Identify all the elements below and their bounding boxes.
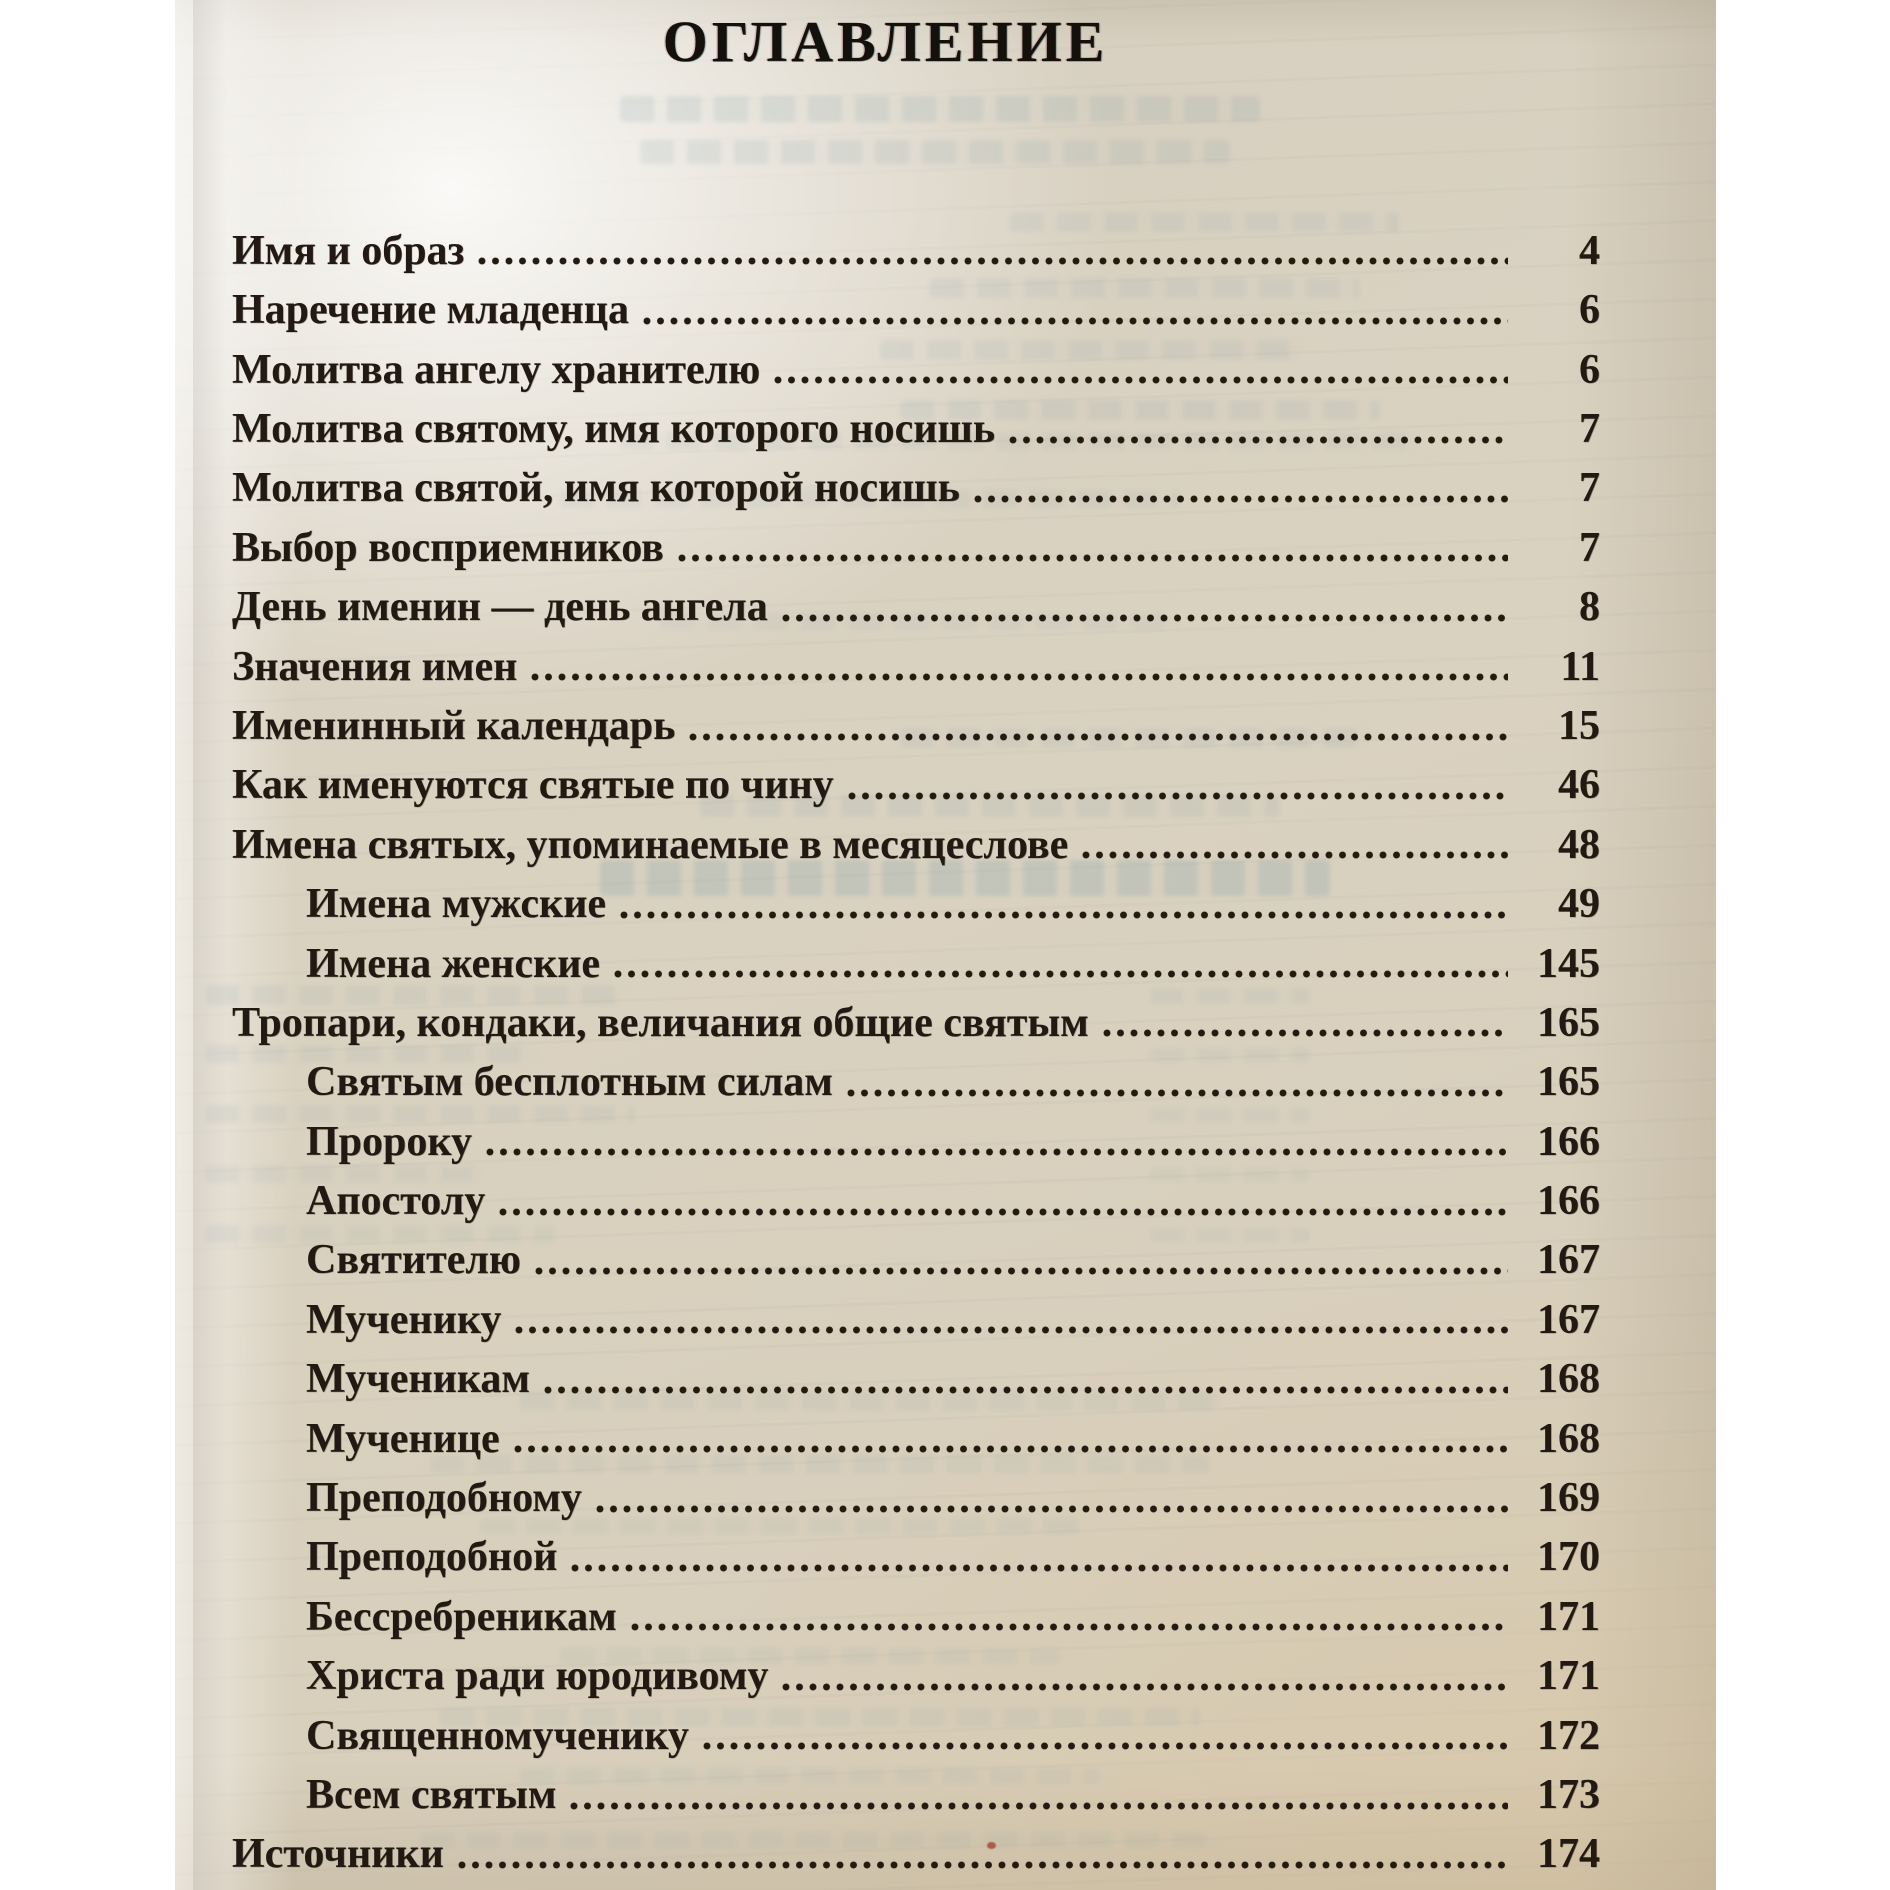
- toc-entry-label: Источники: [232, 1831, 444, 1878]
- toc-entry-page-number: 7: [1579, 524, 1600, 571]
- toc-entry-page-number: 7: [1579, 465, 1600, 512]
- dot-leader: [689, 732, 1508, 742]
- toc-entry-label: Бессребреникам: [306, 1593, 617, 1640]
- dot-leader: [774, 375, 1508, 385]
- dot-leader: [631, 1622, 1508, 1632]
- dot-leader: [514, 1444, 1508, 1454]
- toc-entry-label: Имена мужские: [306, 881, 607, 928]
- toc-entry: [232, 1345, 1600, 1404]
- toc-entry-page-number: 171: [1537, 1653, 1600, 1700]
- dot-leader: [570, 1801, 1508, 1811]
- toc-entry-page-number: 167: [1537, 1237, 1600, 1284]
- dot-leader: [678, 553, 1508, 563]
- toc-entry: [232, 1702, 1600, 1761]
- toc-entry: [232, 870, 1600, 929]
- toc-entry-page-number: 165: [1537, 1059, 1600, 1106]
- dot-leader: [1103, 1028, 1508, 1038]
- toc-entry-page-number: 11: [1560, 643, 1600, 690]
- toc-entry-label: Выбор восприемников: [232, 524, 664, 571]
- toc-entry: [232, 692, 1600, 751]
- toc-entry-label: Имя и образ: [232, 227, 465, 274]
- toc-entry: [232, 1108, 1600, 1167]
- dot-leader: [535, 1266, 1508, 1276]
- dot-leader: [703, 1741, 1508, 1751]
- toc-entry-page-number: 49: [1558, 881, 1600, 928]
- toc-entry: [232, 752, 1600, 811]
- dot-leader: [620, 910, 1508, 920]
- toc-entry-label: Тропари, кондаки, величания общие святым: [232, 999, 1089, 1046]
- toc-entry-page-number: 169: [1537, 1475, 1600, 1522]
- toc-entry-label: Имена святых, упоминаемые в месяцеслове: [232, 821, 1069, 868]
- dot-leader: [531, 672, 1508, 682]
- toc-entry: [232, 633, 1600, 692]
- toc-entry-page-number: 174: [1537, 1831, 1600, 1878]
- dot-leader: [478, 256, 1508, 266]
- dot-leader: [499, 1207, 1508, 1217]
- toc-entry-label: Молитва святому, имя которого носишь: [232, 406, 996, 453]
- dot-leader: [974, 494, 1508, 504]
- toc-entry-label: Мученику: [306, 1296, 502, 1343]
- dot-leader: [596, 1504, 1508, 1514]
- toc-entry-page-number: 167: [1537, 1296, 1600, 1343]
- toc-entry: [232, 276, 1600, 335]
- toc-entry: [232, 336, 1600, 395]
- toc-entry-page-number: 172: [1537, 1712, 1600, 1759]
- toc-entry-label: Пророку: [306, 1118, 472, 1165]
- toc-entry-label: Наречение младенца: [232, 287, 629, 334]
- toc-entry-label: Молитва святой, имя которой носишь: [232, 465, 960, 512]
- toc-entry: [232, 930, 1600, 989]
- toc-entry: [232, 217, 1600, 276]
- dot-leader: [848, 791, 1508, 801]
- toc-entry-label: Святым бесплотным силам: [306, 1059, 833, 1106]
- dot-leader: [782, 613, 1508, 623]
- toc-entry: [232, 1048, 1600, 1107]
- toc-entry-label: Христа ради юродивому: [306, 1653, 769, 1700]
- toc-entry-page-number: 170: [1537, 1534, 1600, 1581]
- toc-entry-label: Святителю: [306, 1237, 521, 1284]
- toc-entry-page-number: 166: [1537, 1118, 1600, 1165]
- bleed-through-mark: [620, 96, 1260, 122]
- toc-entry: [232, 1405, 1600, 1464]
- toc-entry-label: Священномученику: [306, 1712, 689, 1759]
- toc-entry: [232, 811, 1600, 870]
- table-of-contents-page: [175, 0, 1716, 1890]
- toc-entry: [232, 1642, 1600, 1701]
- toc-entry: [232, 455, 1600, 514]
- toc-entry: [232, 1761, 1600, 1820]
- toc-entry-label: Молитва ангелу хранителю: [232, 346, 761, 393]
- dot-leader: [458, 1860, 1508, 1870]
- page-title: ОГЛАВЛЕНИЕ: [662, 9, 1109, 74]
- toc-entry-page-number: 7: [1579, 406, 1600, 453]
- toc-entry-page-number: 145: [1537, 940, 1600, 987]
- toc-entry: [232, 1286, 1600, 1345]
- toc-entry-label: День именин — день ангела: [232, 584, 768, 631]
- toc-entry-label: Всем святым: [306, 1772, 557, 1818]
- toc-entry: [232, 1583, 1600, 1642]
- toc-entry-page-number: 173: [1537, 1772, 1600, 1818]
- toc-entry-page-number: 15: [1558, 702, 1600, 749]
- toc-entry-page-number: 4: [1579, 227, 1600, 274]
- toc-entry-page-number: 168: [1537, 1415, 1600, 1462]
- bleed-through-mark: [640, 140, 1230, 164]
- toc-entry-page-number: 6: [1579, 346, 1600, 393]
- toc-entry-label: Имена женские: [306, 940, 601, 987]
- toc-entry-page-number: 165: [1537, 999, 1600, 1046]
- toc-entry: [232, 1227, 1600, 1286]
- toc-entry: [232, 514, 1600, 573]
- toc-entry-label: Значения имен: [232, 643, 518, 690]
- dot-leader: [544, 1385, 1508, 1395]
- toc-entry-label: Мученице: [306, 1415, 500, 1462]
- dot-leader: [643, 316, 1508, 326]
- dot-leader: [1082, 850, 1508, 860]
- dot-leader: [1009, 435, 1508, 445]
- toc-entry: [232, 395, 1600, 454]
- dot-leader: [847, 1088, 1508, 1098]
- toc-entry-label: Мученикам: [306, 1356, 530, 1403]
- dot-leader: [571, 1563, 1508, 1573]
- dot-leader: [782, 1682, 1508, 1692]
- toc-list: [232, 217, 1600, 1880]
- toc-entry-page-number: 48: [1558, 821, 1600, 868]
- toc-entry-label: Именинный календарь: [232, 702, 676, 749]
- toc-entry-page-number: 166: [1537, 1178, 1600, 1225]
- toc-entry: [232, 1524, 1600, 1583]
- paper-speck: [987, 1842, 996, 1849]
- dot-leader: [515, 1325, 1508, 1335]
- toc-entry: [232, 573, 1600, 632]
- toc-entry-page-number: 6: [1579, 287, 1600, 334]
- dot-leader: [486, 1147, 1508, 1157]
- toc-entry-label: Как именуются святые по чину: [232, 762, 834, 809]
- toc-entry: [232, 1821, 1600, 1880]
- dot-leader: [614, 969, 1508, 979]
- toc-entry-page-number: 46: [1558, 762, 1600, 809]
- toc-entry: [232, 1464, 1600, 1523]
- toc-entry-label: Преподобному: [306, 1475, 582, 1522]
- toc-entry: [232, 989, 1600, 1048]
- toc-entry-page-number: 168: [1537, 1356, 1600, 1403]
- toc-entry: [232, 1167, 1600, 1226]
- toc-entry-label: Преподобной: [306, 1534, 558, 1581]
- toc-entry-page-number: 171: [1537, 1593, 1600, 1640]
- toc-entry-label: Апостолу: [306, 1178, 486, 1225]
- toc-entry-page-number: 8: [1579, 584, 1600, 631]
